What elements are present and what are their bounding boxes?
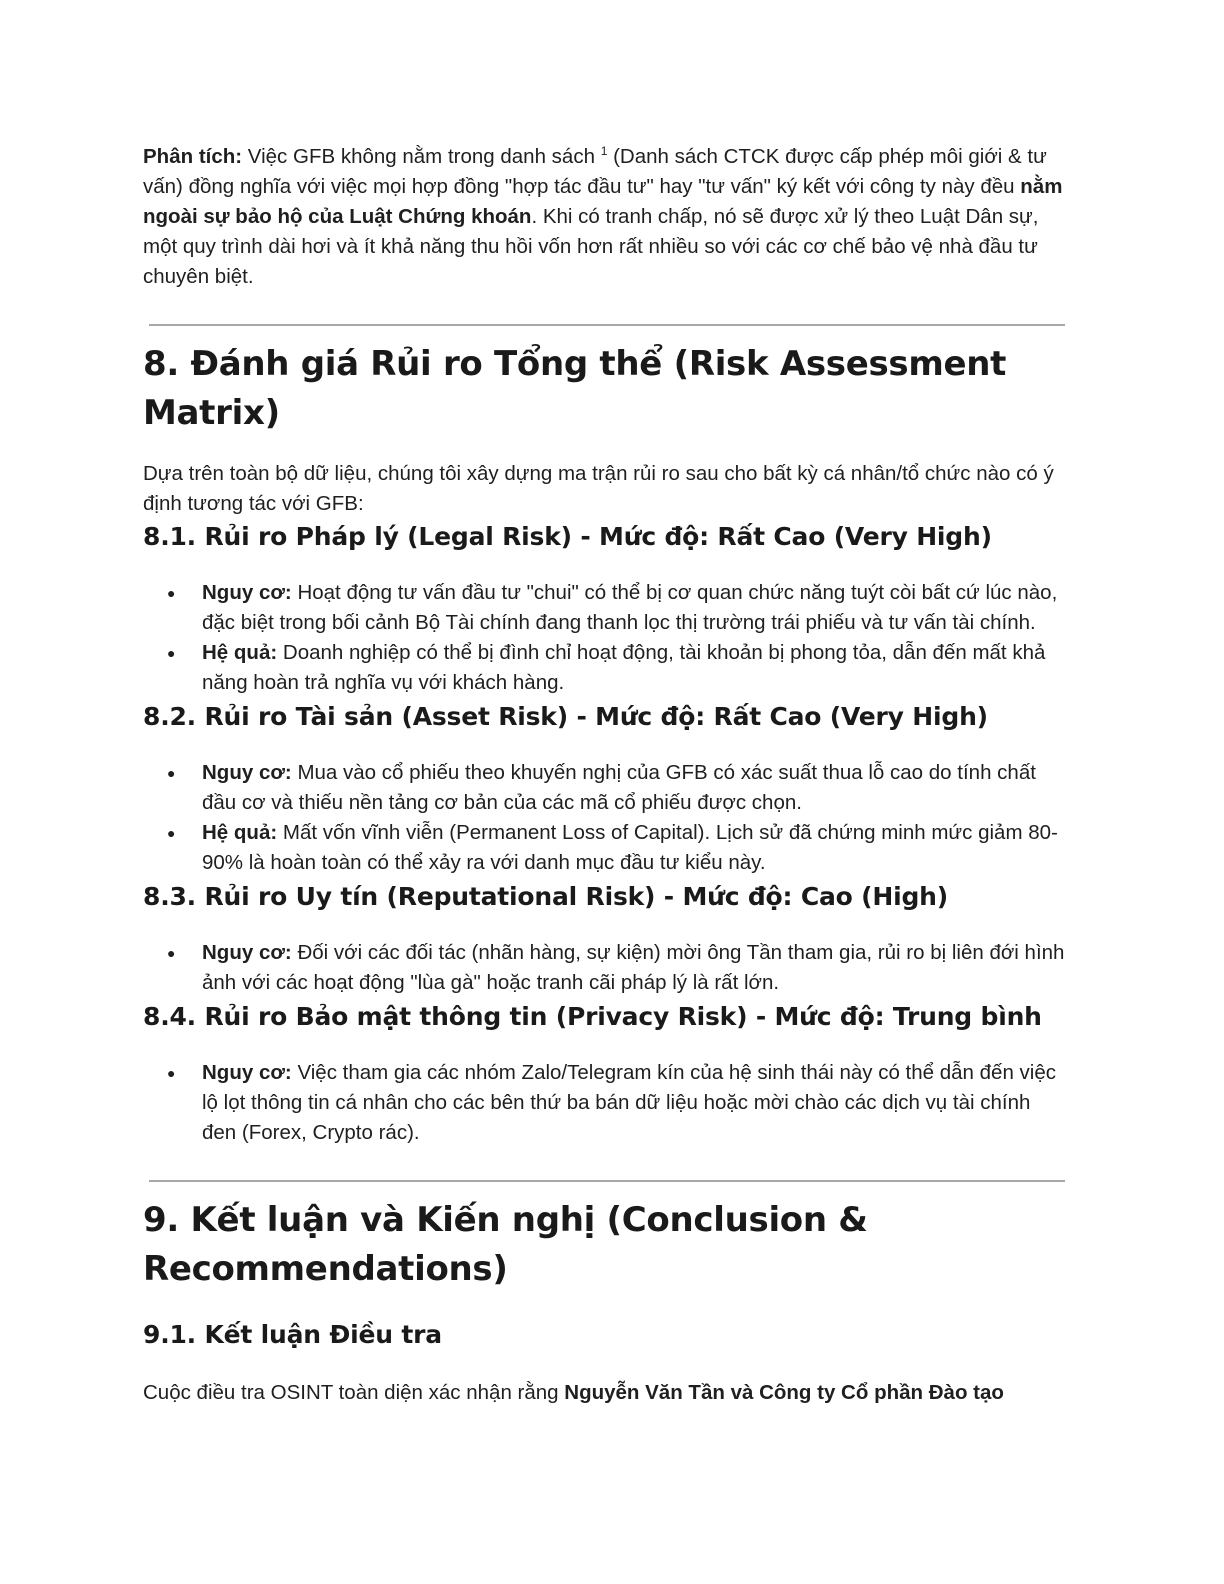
subsection-8-3-title: 8.3. Rủi ro Uy tín (Reputational Risk) - Mức độ: Cao (High) (143, 882, 948, 911)
list-item: ● Nguy cơ: Đối với các đối tác (nhãn hàng, sự kiện) mời ông Tần tham gia, rủi ro bị liên đới hình ảnh với các hoạt động "lùa gà" hoặc tranh cãi pháp lý là rất lớn. (143, 938, 1068, 998)
footnote-ref[interactable]: 1 (600, 144, 608, 159)
section-divider (149, 324, 1065, 326)
section-8-title: 8. Đánh giá Rủi ro Tổng thể (Risk Assessment Matrix) (143, 344, 1007, 433)
list-item: ● Hệ quả: Doanh nghiệp có thể bị đình chỉ hoạt động, tài khoản bị phong tỏa, dẫn đến mất khả năng hoàn trả nghĩa vụ với khách hàng. (143, 638, 1068, 698)
section-divider (149, 1180, 1065, 1182)
bullet-icon: ● (167, 825, 176, 841)
list-item: ● Nguy cơ: Việc tham gia các nhóm Zalo/Telegram kín của hệ sinh thái này có thể dẫn đến việc lộ lọt thông tin cá nhân cho các bên thứ ba bán dữ liệu hoặc mời chào các dịch vụ tài chính đen (Forex, Crypto rác). (143, 1058, 1068, 1148)
analysis-label: Phân tích: (143, 145, 243, 168)
bullet-icon: ● (167, 645, 176, 661)
section-8-intro: Dựa trên toàn bộ dữ liệu, chúng tôi xây dựng ma trận rủi ro sau cho bất kỳ cá nhân/tổ chức nào có ý định tương tác với GFB: (143, 462, 1054, 515)
bullet-icon: ● (167, 585, 176, 601)
document-page (143, 138, 1068, 1408)
bullet-icon: ● (167, 765, 176, 781)
subsection-9-1-title: 9.1. Kết luận Điều tra (143, 1320, 442, 1349)
subsection-8-4-title: 8.4. Rủi ro Bảo mật thông tin (Privacy Risk) - Mức độ: Trung bình (143, 1002, 1042, 1031)
conclusion-paragraph: Cuộc điều tra OSINT toàn diện xác nhận rằng Nguyễn Văn Tần và Công ty Cổ phần Đào tạo (143, 1381, 1004, 1404)
analysis-paragraph: Phân tích: Việc GFB không nằm trong danh sách $^1$ (Danh sách CTCK được cấp phép môi giới & tư vấn) đồng nghĩa với việc mọi hợp đồng "hợp tác đầu tư" hay "tư vấn" ký kết với công ty này đều nằm ngoài sự bảo hộ của Luật Chứng khoán. Khi có tranh chấp, nó sẽ được xử lý theo Luật Dân sự, một quy trình dài hơi và ít khả năng thu hồi vốn hơn rất nhiều so với các cơ chế bảo vệ nhà đầu tư chuyên biệt. (143, 144, 1063, 288)
bullet-icon: ● (167, 1065, 176, 1081)
subsection-8-1-title: 8.1. Rủi ro Pháp lý (Legal Risk) - Mức độ: Rất Cao (Very High) (143, 522, 992, 551)
subsection-8-1-list (143, 578, 1068, 698)
section-9-title: 9. Kết luận và Kiến nghị (Conclusion & Recommendations) (143, 1200, 868, 1289)
subsection-8-2-list (143, 758, 1068, 878)
subsection-8-2-title: 8.2. Rủi ro Tài sản (Asset Risk) - Mức độ: Rất Cao (Very High) (143, 702, 988, 731)
list-item: ● Nguy cơ: Mua vào cổ phiếu theo khuyến nghị của GFB có xác suất thua lỗ cao do tính chất đầu cơ và thiếu nền tảng cơ bản của các mã cổ phiếu được chọn. (143, 758, 1068, 818)
list-item: ● Hệ quả: Mất vốn vĩnh viễn (Permanent Loss of Capital). Lịch sử đã chứng minh mức giảm 80-90% là hoàn toàn có thể xảy ra với danh mục đầu tư kiểu này. (143, 818, 1068, 878)
subsection-8-4-list (143, 1058, 1068, 1148)
bullet-icon: ● (167, 945, 176, 961)
subsection-8-3-list (143, 938, 1068, 998)
list-item: ● Nguy cơ: Hoạt động tư vấn đầu tư "chui" có thể bị cơ quan chức năng tuýt còi bất cứ lúc nào, đặc biệt trong bối cảnh Bộ Tài chính đang thanh lọc thị trường trái phiếu và tư vấn tài chính. (143, 578, 1068, 638)
